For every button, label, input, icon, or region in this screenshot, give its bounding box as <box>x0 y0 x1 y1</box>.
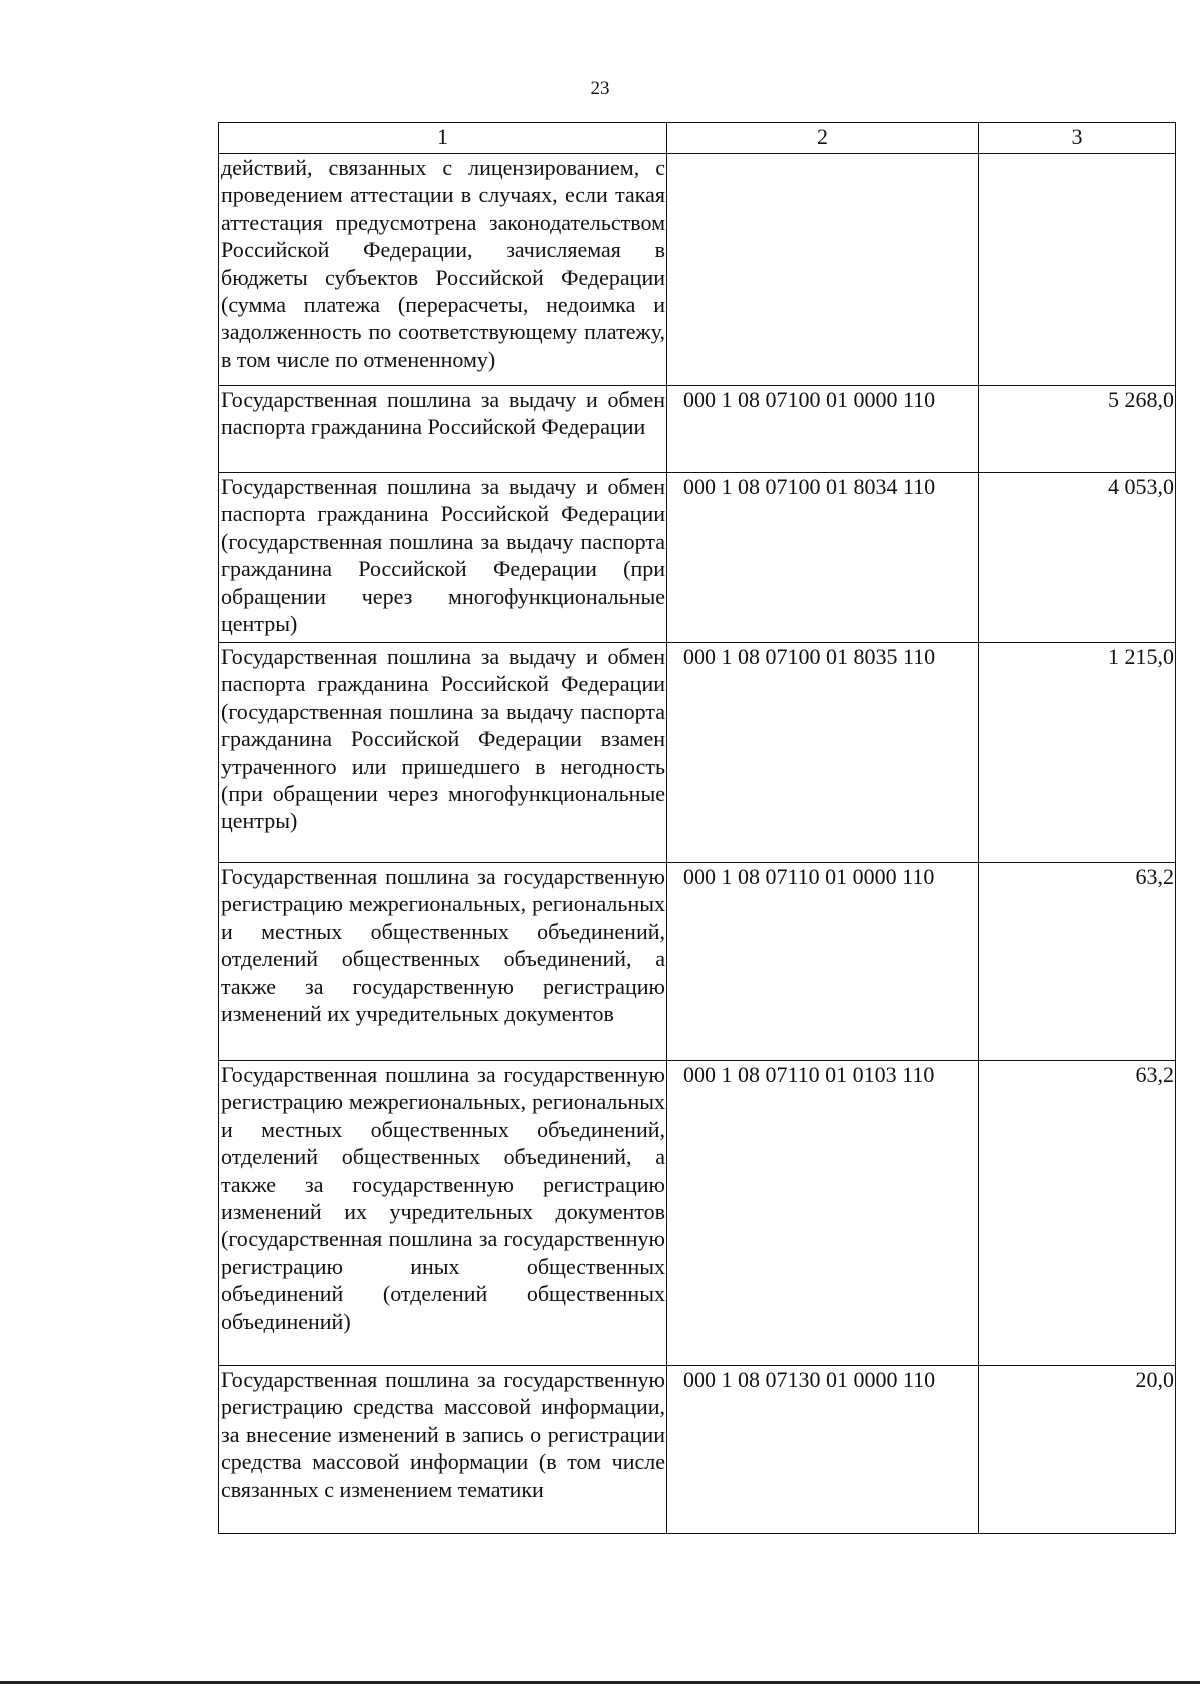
table-header-row <box>219 123 1176 154</box>
row-name: Государственная пошлина за выдачу и обмен паспорта гражданина Российской Федерации (государственная пошлина за выдачу паспорта гражданина Российской Федерации (при обращении через многофункциональные центры) <box>219 473 667 643</box>
page-number: 23 <box>590 78 610 99</box>
column-header-1: 1 <box>219 123 667 154</box>
row-code <box>667 154 979 386</box>
row-amount: 20,0 <box>979 1366 1176 1534</box>
row-amount: 63,2 <box>979 1061 1176 1366</box>
row-amount: 63,2 <box>979 863 1176 1061</box>
column-header-2: 2 <box>667 123 979 154</box>
row-code: 000 1 08 07110 01 0000 110 <box>667 863 979 1061</box>
table-row <box>219 473 1176 643</box>
table-row <box>219 863 1176 1061</box>
row-code: 000 1 08 07100 01 0000 110 <box>667 386 979 473</box>
row-code: 000 1 08 07100 01 8035 110 <box>667 643 979 863</box>
revenue-table <box>218 122 1176 1534</box>
page-bottom-divider <box>0 1681 1200 1684</box>
row-code: 000 1 08 07110 01 0103 110 <box>667 1061 979 1366</box>
row-name: Государственная пошлина за выдачу и обмен паспорта гражданина Российской Федерации (государственная пошлина за выдачу паспорта гражданина Российской Федерации взамен утраченного или пришедшего в негодность (при обращении через многофункциональные центры) <box>219 643 667 863</box>
table-row <box>219 643 1176 863</box>
row-name: действий, связанных с лицензированием, с проведением аттестации в случаях, если такая аттестация предусмотрена законодательством Российской Федерации, зачисляемая в бюджеты субъектов Российской Федерации (сумма платежа (перерасчеты, недоимка и задолженность по соответствующему платежу, в том числе по отмененному) <box>219 154 667 386</box>
column-header-3: 3 <box>979 123 1176 154</box>
row-amount: 4 053,0 <box>979 473 1176 643</box>
row-amount: 5 268,0 <box>979 386 1176 473</box>
row-name: Государственная пошлина за государственную регистрацию межрегиональных, региональных и местных общественных объединений, отделений общественных объединений, а также за государственную регистрацию изменений их учредительных документов <box>219 863 667 1061</box>
row-amount: 1 215,0 <box>979 643 1176 863</box>
table-row <box>219 1061 1176 1366</box>
row-code: 000 1 08 07130 01 0000 110 <box>667 1366 979 1534</box>
row-code: 000 1 08 07100 01 8034 110 <box>667 473 979 643</box>
row-name: Государственная пошлина за выдачу и обмен паспорта гражданина Российской Федерации <box>219 386 667 473</box>
row-name: Государственная пошлина за государственную регистрацию средства массовой информации, за внесение изменений в запись о регистрации средства массовой информации (в том числе связанных с изменением тематики <box>219 1366 667 1534</box>
table-row <box>219 1366 1176 1534</box>
table-row <box>219 154 1176 386</box>
table-row <box>219 386 1176 473</box>
row-amount <box>979 154 1176 386</box>
row-name: Государственная пошлина за государственную регистрацию межрегиональных, региональных и местных общественных объединений, отделений общественных объединений, а также за государственную регистрацию изменений их учредительных документов (государственная пошлина за государственную регистрацию иных общественных объединений (отделений общественных объединений) <box>219 1061 667 1366</box>
